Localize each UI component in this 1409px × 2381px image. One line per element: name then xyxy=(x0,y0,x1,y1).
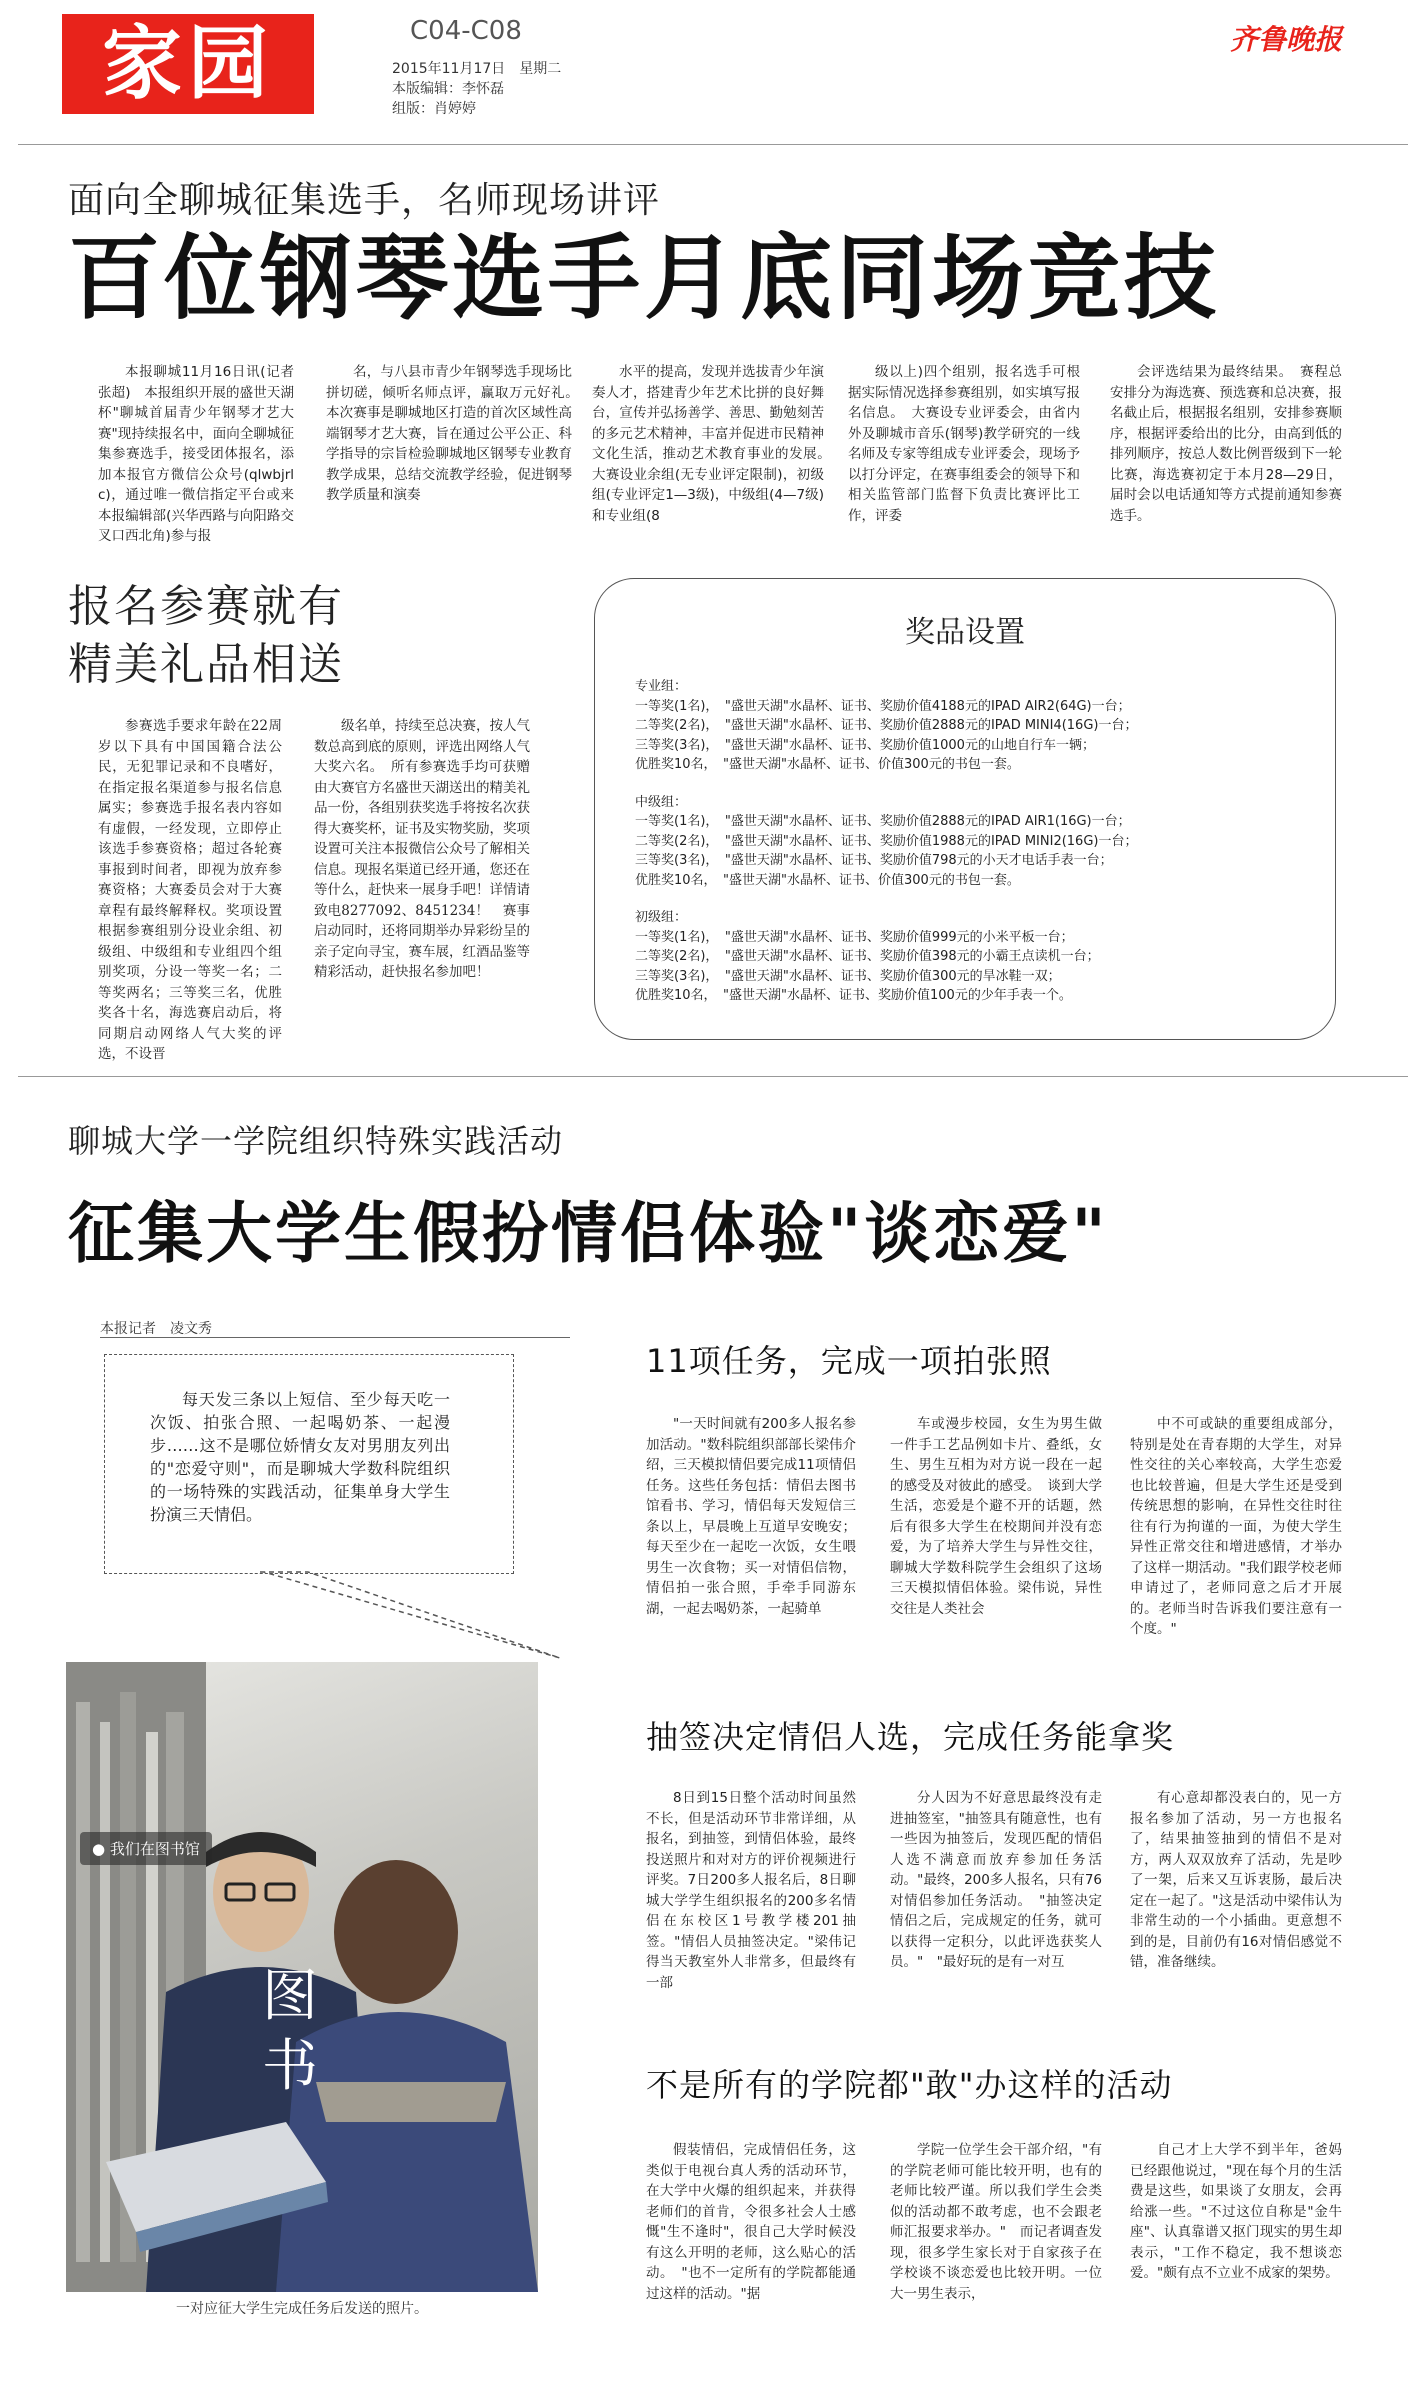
photo-tag-text: 我们在图书馆 xyxy=(109,1840,200,1858)
newspaper-logo: 齐鲁晚报 xyxy=(1230,23,1343,56)
story1-column-2: 名，与八县市青少年钢琴选手现场比拼切磋，倾听名师点评，赢取万元好礼。 本次赛事是聊城地区打造的首次区域性高端钢琴才艺大赛，旨在通过公平公正、科学指导的宗旨检验聊城地区钢琴专业教育教学成果，总结交流教学经验，促进钢琴教学质量和演奏 xyxy=(326,364,586,503)
speech-tail xyxy=(260,1572,570,1662)
prize-item: 一等奖(1名)， "盛世天湖"水晶杯、证书、奖励价值4188元的IPAD AIR2(64G)一台； xyxy=(635,698,1131,714)
section3-column-1: 假装情侣，完成情侣任务，这类似于电视台真人秀的活动环节，在大学中火爆的组织起来，并获得老师们的首肯，令很多社会人士感慨"生不逢时"，很自己大学时候没有这么开明的老师，这么贴心的活动。 "也不一定所有的学院都能通过这样的活动。"据 xyxy=(646,2142,856,2302)
story1-column-4: 级以上)四个组别，报名选手可根据实际情况选择参赛组别，如实填写报名信息。 大赛设专业评委会，由省内外及聊城市音乐(钢琴)教学研究的一线名师及专家等组成专业评委会，现场予以打分评定，在赛事组委会的领导下和相关监管部门监督下负责比赛评比工作，评委 xyxy=(848,364,1080,524)
prize-item: 二等奖(2名)， "盛世天湖"水晶杯、证书、奖励价值398元的小霸王点读机一台； xyxy=(635,949,1100,964)
photo-caption: 一对应征大学生完成任务后发送的照片。 xyxy=(176,2301,428,2317)
prize-item: 优胜奖10名， "盛世天湖"水晶杯、证书、价值300元的书包一套。 xyxy=(635,757,1020,772)
photo-overlay-text: 图书 xyxy=(262,1964,318,2099)
section1-column-1: "一天时间就有200多人报名参加活动。"数科院组织部部长梁伟介绍，三天模拟情侣要完成11项情侣任务。这些任务包括：情侣去图书馆看书、学习，情侣每天发短信三条以上，早晨晚上互道早安晚安；每天至少在一起吃一次饭，女生喂男生一次食物；买一对情侣信物，情侣拍一张合照，手牵手同游东湖，一起去喝奶茶，一起骑单 xyxy=(646,1416,856,1617)
editor-credit: 本版编辑：李怀磊 xyxy=(392,81,504,97)
section3-title: 不是所有的学院都"敢"办这样的活动 xyxy=(646,2066,1173,2104)
prize-group-intermediate xyxy=(635,793,1315,891)
story1-kicker: 面向全聊城征集选手，名师现场讲评 xyxy=(68,180,661,221)
prize-group-professional xyxy=(635,677,1315,775)
section2-column-2: 分人因为不好意思最终没有走进抽签室，"抽签具有随意性，也有一些因为抽签后，发现匹配的情侣人选不满意而放弃参加任务活动。"最终，200多人报名，只有76对情侣参加任务活动。 "抽签决定情侣之后，完成规定的任务，就可以获得一定积分，以此评选获奖人员。" "最好玩的是有一对互 xyxy=(890,1790,1102,1970)
prize-group-beginner xyxy=(635,908,1315,1006)
masthead-divider xyxy=(18,144,1408,145)
prize-item: 三等奖(3名)， "盛世天湖"水晶杯、证书、奖励价值1000元的山地自行车一辆； xyxy=(635,737,1095,753)
section2-title: 抽签决定情侣人选，完成任务能拿奖 xyxy=(646,1718,1175,1756)
lead-quote-text: 每天发三条以上短信、至少每天吃一次饭、拍张合照、一起喝奶茶、一起漫步……这不是哪位娇情女友对男朋友列出的"恋爱守则"，而是聊城大学数科院组织的一场特殊的实践活动，征集单身大学生扮演三天情侣。 xyxy=(150,1390,450,1524)
prize-item: 三等奖(3名)， "盛世天湖"水晶杯、证书、奖励价值798元的小天才电话手表一台； xyxy=(635,853,1113,868)
prize-group-name: 中级组： xyxy=(635,794,688,810)
designer-credit: 组版：肖婷婷 xyxy=(392,101,476,117)
section1-column-3: 中不可或缺的重要组成部分，特别是处在青春期的大学生，对异性交往的关心率较高，大学生恋爱也比较普遍，但是大学生还是受到传统思想的影响，在异性交往时往往有行为拘谨的一面，为使大学生异性正常交往和增进感情，才举办了这样一期活动。"我们跟学校老师申请过了，老师同意之后才开展的。老师当时告诉我们要注意有一个度。" xyxy=(1130,1416,1342,1637)
prize-item: 二等奖(2名)， "盛世天湖"水晶杯、证书、奖励价值2888元的IPAD MINI4(16G)一台； xyxy=(635,718,1138,733)
photo-tag xyxy=(80,1832,212,1865)
story1-headline: 百位钢琴选手月底同场竞技 xyxy=(68,225,1221,332)
story2-headline: 征集大学生假扮情侣体验"谈恋爱" xyxy=(68,1195,1109,1272)
section2-column-3: 有心意却都没表白的，见一方报名参加了活动，另一方也报名了，结果抽签抽到的情侣不是对方，两人双双放弃了活动，先是吵了一架，后来又互诉衷肠，最后决定在一起了。"这是活动中梁伟认为非常生动的一个小插曲。更意想不到的是，目前仍有16对情侣感觉不错，准备继续。 xyxy=(1130,1790,1342,1970)
couple-photo xyxy=(66,1662,538,2292)
signup-title-line1: 报名参赛就有 xyxy=(68,581,344,632)
prize-item: 优胜奖10名， "盛世天湖"水晶杯、证书、奖励价值100元的少年手表一个。 xyxy=(635,988,1072,1003)
byline-rule xyxy=(100,1337,570,1338)
story-divider xyxy=(18,1076,1408,1077)
story2-kicker: 聊城大学一学院组织特殊实践活动 xyxy=(68,1122,564,1160)
signup-column-1: 参赛选手要求年龄在22周岁以下具有中国国籍合法公民，无犯罪记录和不良嗜好，在指定报名渠道参与报名信息属实；参赛选手报名表内容如有虚假，一经发现，立即停止该选手参赛资格；超过各轮赛事报到时间者，即视为放弃参赛资格；大赛委员会对于大赛章程有最终解释权。奖项设置根据参赛组别分设业余组、初级组、中级组和专业组四个组别奖项，分设一等奖一名；二等奖两名；三等奖三名，优胜奖各十名，海选赛启动后，将同期启动网络人气大奖的评选，不设晋 xyxy=(98,718,282,1062)
story2-byline: 本报记者 凌文秀 xyxy=(100,1321,212,1337)
page-range: C04-C08 xyxy=(410,16,522,46)
signup-title-line2: 精美礼品相送 xyxy=(68,639,344,690)
prize-item: 一等奖(1名)， "盛世天湖"水晶杯、证书、奖励价值2888元的IPAD AIR1(16G)一台； xyxy=(635,814,1131,829)
prize-title: 奖品设置 xyxy=(905,615,1025,650)
wechat-icon: ● xyxy=(92,1840,106,1858)
section3-column-2: 学院一位学生会干部介绍，"有的学院老师可能比较开明，也有的老师比较严谨。所以我们学生会类似的活动都不敢考虑，也不会跟老师汇报要求举办。" 而记者调查发现，很多学生家长对于自家孩子在学校谈不谈恋爱也比较开明。一位大一男生表示， xyxy=(890,2142,1102,2302)
prize-box xyxy=(594,578,1336,1040)
prize-group-name: 专业组： xyxy=(635,679,688,694)
prize-list xyxy=(635,677,1315,1006)
section-logo: 家园 xyxy=(62,14,314,114)
section1-title: 11项任务，完成一项拍张照 xyxy=(646,1342,1052,1380)
story1-column-1: 本报聊城11月16日讯(记者 张超) 本报组织开展的盛世天湖杯"聊城首届青少年钢琴才艺大赛"现持续报名中，面向全聊城征集参赛选手，接受团体报名，添加本报官方微信公众号(qlwbjrlc)，通过唯一微信指定平台或来本报编辑部(兴华西路与向阳路交叉口西北角)参与报 xyxy=(98,364,308,544)
prize-item: 三等奖(3名)， "盛世天湖"水晶杯、证书、奖励价值300元的旱冰鞋一双； xyxy=(635,968,1061,984)
issue-date: 2015年11月17日 星期二 xyxy=(392,61,562,77)
section3-column-3: 自己才上大学不到半年，爸妈已经跟他说过，"现在每个月的生活费是这些，如果谈了女朋友，会再给涨一些。"不过这位自称是"金牛座"、认真靠谱又抠门现实的男生却表示，"工作不稳定，我不想谈恋爱。"颇有点不立业不成家的架势。 xyxy=(1130,2142,1342,2281)
prize-item: 二等奖(2名)， "盛世天湖"水晶杯、证书、奖励价值1988元的IPAD MINI2(16G)一台； xyxy=(635,833,1138,849)
prize-item: 一等奖(1名)， "盛世天湖"水晶杯、证书、奖励价值999元的小米平板一台； xyxy=(635,929,1074,945)
story1-column-3: 水平的提高，发现并选拔青少年演奏人才，搭建青少年艺术比拼的良好舞台，宣传并弘扬善学、善思、勤勉刻苦的多元艺术精神，丰富并促进市民精神文化生活，推动艺术教育事业的发展。 大赛设业余组(无专业评定限制)，初级组(专业评定1—3级)，中级组(4—7级)和专业组(8 xyxy=(592,364,838,524)
prize-item: 优胜奖10名， "盛世天湖"水晶杯、证书、价值300元的书包一套。 xyxy=(635,872,1020,888)
section2-column-1: 8日到15日整个活动时间虽然不长，但是活动环节非常详细，从报名，到抽签，到情侣体验，最终投送照片和对对方的评价视频进行评奖。7日200多人报名后，8日聊城大学学生组织报名的200多名情侣在东校区1号教学楼201抽签。"情侣人员抽签决定。"梁伟记得当天教室外人非常多，但最终有一部 xyxy=(646,1790,856,1991)
section1-column-2: 车或漫步校园，女生为男生做一件手工艺品例如卡片、叠纸，女生、男生互相为对方说一段在一起的感受及对彼此的感受。 谈到大学生活，恋爱是个避不开的话题，然后有很多大学生在校期间并没有恋爱，为了培养大学生与异性交往，聊城大学数科院学生会组织了这场三天模拟情侣体验。梁伟说，异性交往是人类社会 xyxy=(890,1416,1102,1617)
story1-column-5: 会评选结果为最终结果。 赛程总安排分为海选赛、预选赛和总决赛，报名截止后，根据报名组别，安排参赛顺序，根据评委给出的比分，由高到低的排列顺序，按总人数比例晋级到下一轮比赛，海选赛初定于本月28—29日，届时会以电话通知等方式提前通知参赛选手。 xyxy=(1110,364,1342,524)
signup-column-2: 级名单，持续至总决赛，按人气数总高到底的原则，评选出网络人气大奖六名。 所有参赛选手均可获赠由大赛官方名盛世天湖送出的精美礼品一份，各组别获奖选手将按名次获得大赛奖杯，证书及实物奖励，奖项设置可关注本报微信公众号了解相关信息。现报名渠道已经开通，您还在等什么，赶快来一展身手吧！详情请致电8277092、8451234！ 赛事启动同时，还将同期举办异彩纷呈的亲子定向寻宝，赛车展，红酒品鉴等精彩活动，赶快报名参加吧！ xyxy=(314,718,530,980)
prize-group-name: 初级组： xyxy=(635,910,688,925)
